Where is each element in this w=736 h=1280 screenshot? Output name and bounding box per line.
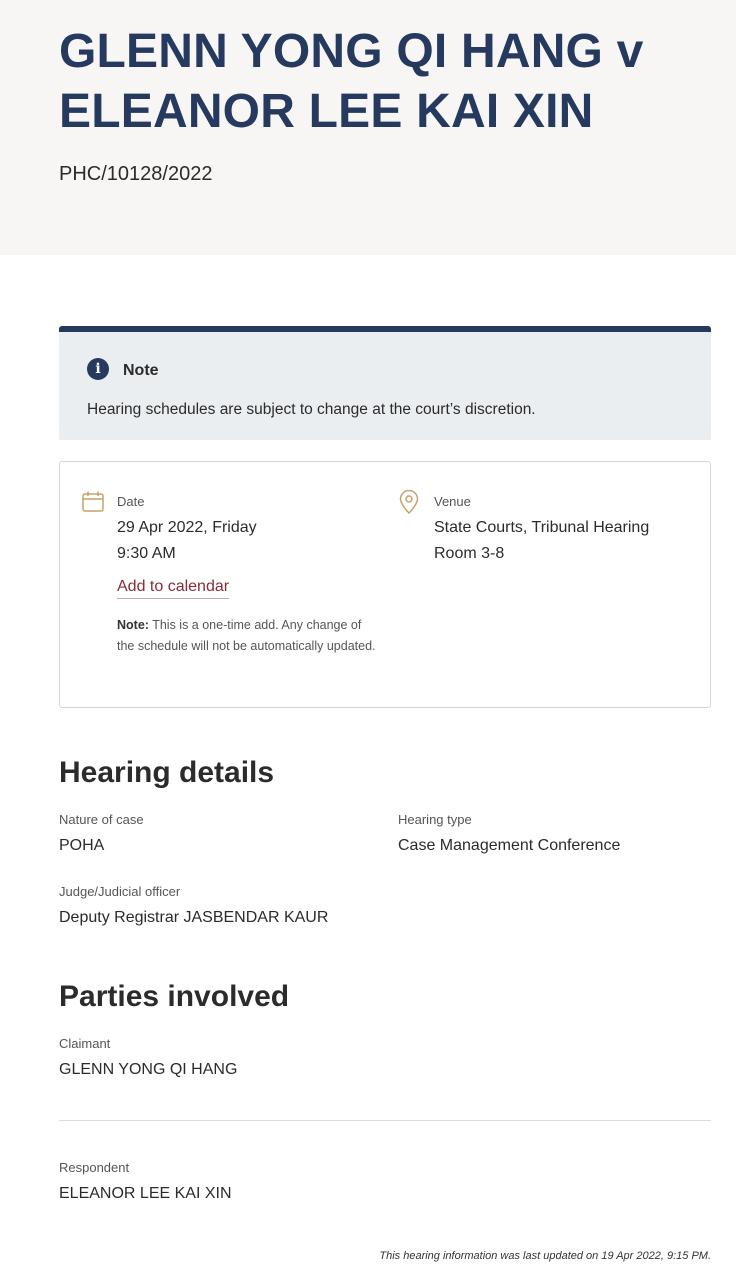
calendar-icon [82, 491, 104, 512]
case-header [0, 0, 736, 255]
add-to-calendar-link[interactable]: Add to calendar [117, 576, 229, 599]
time-value: 9:30 AM [117, 545, 176, 562]
location-pin-icon [399, 490, 419, 514]
respondent-label: Respondent [59, 1160, 130, 1175]
judge-value: Deputy Registrar JASBENDAR KAUR [59, 909, 329, 926]
respondent-value: ELEANOR LEE KAI XIN [59, 1185, 232, 1202]
judge-label: Judge/Judicial officer [59, 884, 181, 899]
info-icon: i [87, 358, 109, 380]
case-number: PHC/10128/2022 [59, 163, 213, 185]
note-text: Hearing schedules are subject to change at the court’s discretion. [87, 401, 536, 418]
claimant-label: Claimant [59, 1036, 111, 1051]
hearing-type-label: Hearing type [398, 812, 472, 827]
parties-heading: Parties involved [59, 980, 290, 1013]
case-title: GLENN YONG QI HANG v ELEANOR LEE KAI XIN [59, 25, 644, 138]
parties-divider [59, 1120, 711, 1121]
hearing-type-value: Case Management Conference [398, 837, 621, 854]
calendar-note [117, 615, 377, 657]
date-value: 29 Apr 2022, Friday [117, 519, 257, 536]
venue-value: State Courts, Tribunal Hearing Room 3-8 [434, 519, 650, 562]
claimant-value: GLENN YONG QI HANG [59, 1061, 238, 1078]
venue-label: Venue [434, 494, 471, 509]
last-updated-note: This hearing information was last updated on 19 Apr 2022, 9:15 PM. [379, 1250, 711, 1262]
calendar-note-label: Note: [117, 618, 149, 632]
note-banner [59, 326, 711, 440]
schedule-card [59, 461, 711, 708]
nature-of-case-value: POHA [59, 837, 105, 854]
note-heading: Note [123, 362, 159, 379]
nature-of-case-label: Nature of case [59, 812, 144, 827]
date-label: Date [117, 494, 145, 509]
hearing-details-heading: Hearing details [59, 756, 275, 789]
calendar-note-text: This is a one-time add. Any change of the schedule will not be automatically updated. [117, 618, 376, 653]
